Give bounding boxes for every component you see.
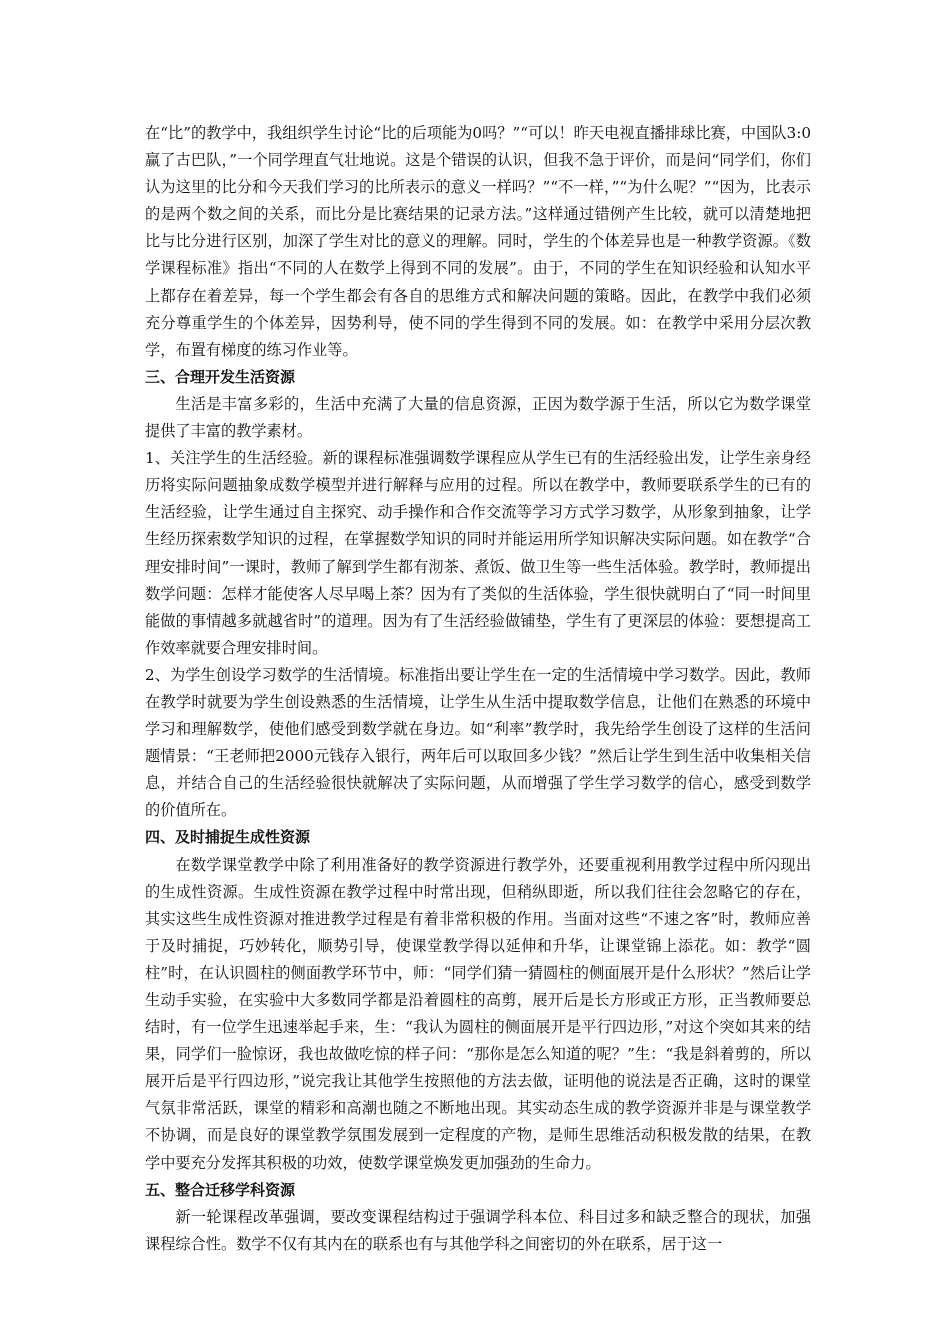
section-3-point-2-paragraph: 2、为学生创设学习数学的生活情境。标准指出要让学生在一定的生活情境中学习数学。因此，教师在教学时就要为学生创设熟悉的生活情境，让学生从生活中提取数学信息，让他们在熟悉的环境中学习和理解数学，使他们感受到数学就在身边。如“利率”教学时，我先给学生创设了这样的生活问题情景：“王老师把2000元钱存入银行，两年后可以取回多少钱？”然后让学生到生活中收集相关信息，并结合自己的生活经验很快就解决了实际问题，从而增强了学生学习数学的信心，感受到数学的价值所在。	[145, 665, 811, 820]
section-5-paragraph: 新一轮课程改革强调，要改变课程结构过于强调学科本位、科目过多和缺乏整合的现状，加强课程综合性。数学不仅有其内在的联系也有与其他学科之间密切的外在联系，居于这一	[145, 1207, 811, 1253]
section-3-intro-paragraph: 生活是丰富多彩的，生活中充满了大量的信息资源，正因为数学源于生活，所以它为数学课堂提供了丰富的教学素材。	[145, 394, 811, 441]
section-4-heading: 四、及时捕捉生成性资源	[145, 828, 311, 847]
intro-paragraph: 在“比”的教学中，我组织学生讨论“比的后项能为0吗？”“可以！昨天电视直播排球比赛，中国队3:0赢了古巴队，”一个同学理直气壮地说。这是个错误的认识，但我不急于评价，而是问“同学们，你们认为这里的比分和今天我们学习的比所表示的意义一样吗？”“不一样，”“为什么呢？”“因为，比表示的是两个数之间的关系，而比分是比赛结果的记录方法。”这样通过错例产生比较，就可以清楚地把比与比分进行区别，加深了学生对比的意义的理解。同时，学生的个体差异也是一种教学资源。《数学课程标准》指出“不同的人在数学上得到不同的发展”。由于，不同的学生在知识经验和认知水平上都存在着差异，每一个学生都会有各自的思维方式和解决问题的策略。因此，在教学中我们必须充分尊重学生的个体差异，因势利导，使不同的学生得到不同的发展。如：在教学中采用分层次教学，布置有梯度的练习作业等。	[145, 124, 811, 359]
section-3-heading: 三、合理开发生活资源	[145, 367, 296, 386]
section-3-point-1-paragraph: 1、关注学生的生活经验。新的课程标准强调数学课程应从学生已有的生活经验出发，让学生亲身经历将实际问题抽象成数学模型并进行解释与应用的过程。所以在教学中，教师要联系学生的已有的生活经验，让学生通过自主探究、动手操作和合作交流等学习方式学习数学，从形象到抽象，让学生经历探索数学知识的过程，在掌握数学知识的同时并能运用所学知识解决实际问题。如在教学“合理安排时间”一课时，教师了解到学生都有沏茶、煮饭、做卫生等一些生活体验。教学时，教师提出数学问题：怎样才能使客人尽早喝上茶？因为有了类似的生活体验，学生很快就明白了“同一时间里能做的事情越多就越省时”的道理。因为有了生活经验做铺垫，学生有了更深层的体验：要想提高工作效率就要合理安排时间。	[145, 449, 811, 657]
section-4-paragraph: 在数学课堂教学中除了利用准备好的教学资源进行教学外，还要重视利用教学过程中所闪现出的生成性资源。生成性资源在教学过程中时常出现，但稍纵即逝，所以我们往往会忽略它的存在，其实这些生成性资源对推进教学过程是有着非常积极的作用。当面对这些“不速之客”时，教师应善于及时捕捉，巧妙转化，顺势引导，使课堂教学得以延伸和升华，让课堂锦上添花。如：教学“圆柱”时，在认识圆柱的侧面教学环节中，师：“同学们猜一猜圆柱的侧面展开是什么形状？”然后让学生动手实验，在实验中大多数同学都是沿着圆柱的高剪，展开后是长方形或正方形，正当教师要总结时，有一位学生迅速举起手来，生：“我认为圆柱的侧面展开是平行四边形，”对这个突如其来的结果，同学们一脸惊讶，我也故做吃惊的样子问：“那你是怎么知道的呢？”生：“我是斜着剪的，所以展开后是平行四边形，”说完我让其他学生按照他的方法去做，证明他的说法是否正确，这时的课堂气氛非常活跃，课堂的精彩和高潮也随之不断地出现。其实动态生成的教学资源并非是与课堂教学不协调，而是良好的课堂教学氛围发展到一定程度的产物，是师生思维活动积极发散的结果，在教学中要充分发挥其积极的功效，使数学课堂焕发更加强劲的生命力。	[145, 855, 811, 1172]
section-5-heading: 五、整合迁移学科资源	[145, 1180, 296, 1199]
document-page	[145, 120, 811, 1258]
